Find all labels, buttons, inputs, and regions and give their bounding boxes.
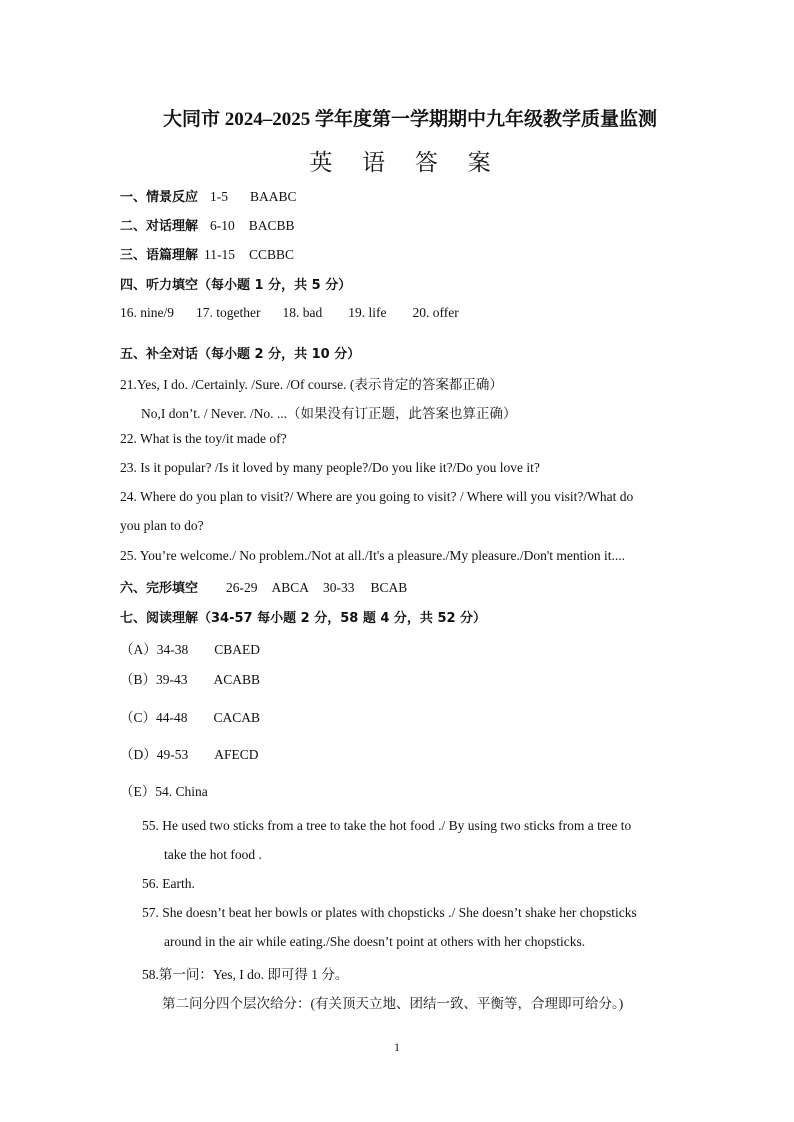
- answer-21-line-1: 21.Yes, I do. /Certainly. /Sure. /Of course. (表示肯定的答案都正确）: [120, 377, 503, 392]
- section-6-answers-2: BCAB: [370, 580, 408, 595]
- page-number: 1: [394, 1040, 400, 1054]
- answer-23: 23. Is it popular? /Is it loved by many people?/Do you like it?/Do you love it?: [120, 460, 540, 475]
- answer-21-line-2: No,I don’t. / Never. /No. ...（如果没有订正题，此答案也算正确）: [141, 406, 517, 421]
- passage-b-answers: ACABB: [213, 672, 261, 687]
- section-4-heading-text: 四、听力填空（每小题 1 分，共 5 分）: [120, 278, 352, 293]
- passage-d-range: （D）49-53: [120, 747, 189, 762]
- passage-c-answers: CACAB: [213, 710, 261, 725]
- section-7-heading: [120, 607, 486, 626]
- section-1-range: 1-5: [210, 189, 229, 204]
- section-3-range: 11-15: [204, 247, 236, 262]
- section-1-heading: 一、情景反应: [120, 190, 199, 205]
- answer-17: 17. together: [196, 305, 261, 320]
- section-6-answers-1: ABCA: [271, 580, 310, 595]
- answer-58-line-2: 第二问分四个层次给分：(有关顶天立地、团结一致、平衡等，合理即可给分。): [162, 996, 624, 1011]
- section-6-heading: 六、完形填空: [120, 581, 199, 596]
- section-5-heading-text: 五、补全对话（每小题 2 分，共 10 分）: [120, 347, 361, 362]
- passage-e-answer-54: （E）54. China: [120, 784, 208, 799]
- page-subtitle: 英 语 答 案: [309, 150, 503, 175]
- section-3-heading: 三、语篇理解: [120, 248, 199, 263]
- section-4-answers: [120, 305, 459, 321]
- passage-a: [120, 638, 260, 658]
- section-5-heading: [120, 343, 360, 362]
- answer-19: 19. life: [348, 305, 387, 320]
- section-7-heading-text: 七、阅读理解（34-57 每小题 2 分，58 题 4 分，共 52 分）: [120, 611, 487, 626]
- passage-b: [120, 668, 260, 688]
- section-2-range: 6-10: [210, 218, 235, 233]
- passage-c: [120, 706, 260, 726]
- section-1-answers: BAABC: [250, 189, 297, 204]
- answer-24-line-2: you plan to do?: [120, 518, 204, 533]
- page-title: 大同市 2024–2025 学年度第一学期期中九年级教学质量监测: [162, 109, 657, 130]
- passage-c-range: （C）44-48: [120, 710, 188, 725]
- answer-20: 20. offer: [412, 305, 459, 320]
- passage-d: [120, 743, 259, 763]
- answer-22: 22. What is the toy/it made of?: [120, 431, 287, 446]
- answer-18: 18. bad: [282, 305, 323, 320]
- answer-56: 56. Earth.: [142, 876, 195, 891]
- section-6-range-1: 26-29: [226, 580, 258, 595]
- passage-b-range: （B）39-43: [120, 672, 188, 687]
- section-1: [120, 186, 297, 205]
- section-6-range-2: 30-33: [323, 580, 355, 595]
- answer-57-line-1: 57. She doesn’t beat her bowls or plates with chopsticks ./ She doesn’t shake her chopsticks: [142, 905, 637, 920]
- section-3-answers: CCBBC: [249, 247, 295, 262]
- section-4-heading: [120, 274, 351, 293]
- answer-24-line-1: 24. Where do you plan to visit?/ Where are you going to visit? / Where will you visit?/What do: [120, 489, 634, 504]
- answer-58-line-1: 58.第一问：Yes, I do. 即可得 1 分。: [142, 967, 349, 982]
- section-2-heading: 二、对话理解: [120, 219, 199, 234]
- passage-d-answers: AFECD: [214, 747, 259, 762]
- section-6: [120, 577, 407, 596]
- section-2: [120, 215, 295, 234]
- passage-a-answers: CBAED: [214, 642, 261, 657]
- answer-57-line-2: around in the air while eating./She doesn’t point at others with her chopsticks.: [164, 934, 586, 949]
- passage-a-range: （A）34-38: [120, 642, 189, 657]
- answer-55-line-2: take the hot food .: [164, 847, 262, 862]
- answer-55-line-1: 55. He used two sticks from a tree to take the hot food ./ By using two sticks from a tree to: [142, 818, 632, 833]
- section-2-answers: BACBB: [248, 218, 295, 233]
- section-3: [120, 244, 294, 263]
- answer-25: 25. You’re welcome./ No problem./Not at all./It's a pleasure./My pleasure./Don't mention it....: [120, 548, 626, 563]
- answer-16: 16. nine/9: [120, 305, 174, 320]
